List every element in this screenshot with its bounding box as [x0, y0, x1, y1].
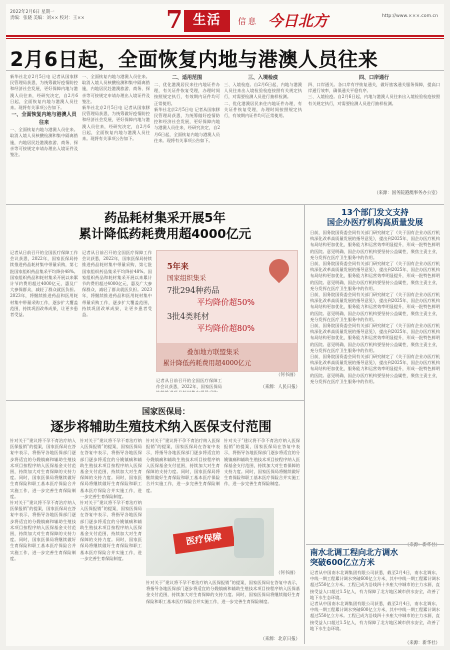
masthead-date — [10, 10, 85, 21]
article2-source: （来源：人民日报） — [260, 385, 300, 390]
right-item1-body — [310, 230, 440, 542]
article1-col3 — [154, 74, 220, 202]
article3-col5 — [146, 580, 300, 636]
article1-text: 二、优化港澳居民来往内地证件办理，有关证件恢复受理，办理时间按照规定执行，有效期内证件均可正常使用。 — [154, 82, 220, 106]
article1-text: 二、优化港澳居民来往内地证件办理，有关证件恢复受理，办理时间按照规定执行，有效期内证件均可正常使用。 — [224, 100, 302, 119]
infographic-row: 3批4类耗材 — [167, 312, 210, 321]
page-number: 7 — [166, 5, 183, 34]
article2-text: 记者从日前召开的全国医疗保障工作会议获悉，2022年，国家医保局 — [156, 378, 222, 390]
right-item1-text: 日前，国务院国资委会同有关部门研究制定了《关于国有企业办医疗机构深化改革高质量发展的指导意见》，提出到2025年，国企办医疗机构布局结构更加优化，服务能力和运营效率明显提升，形成一批特色鲜明的医院。意见明确，国企办医疗机构要坚持公益属性，聚焦主责主业，充分发挥在医疗卫生服务中的作用。 — [310, 292, 440, 322]
article1-subhead: 四、口岸通行 — [358, 75, 389, 81]
right-item1-title-line2: 国企办医疗机构高质量发展 — [327, 218, 423, 227]
photo-label: 医疗保障 — [173, 526, 235, 554]
article1-text: 四、口岸通关。各口岸有序恢复通关，做好旅客通关服务保障，提高口岸通行效率，确保通关平稳有序。 — [308, 82, 440, 94]
right-item1-text: 日前，国务院国资委会同有关部门研究制定了《关于国有企业办医疗机构深化改革高质量发展的指导意见》，提出到2025年，国企办医疗机构布局结构更加优化，服务能力和运营效率明显提升，形成一批特色鲜明的医院。意见明确，国企办医疗机构要坚持公益属性，聚焦主责主业，充分发挥在医疗卫生服务中的作用。 — [310, 354, 440, 384]
right-item1-text: 日前，国务院国资委会同有关部门研究制定了《关于国有企业办医疗机构深化改革高质量发展的指导意见》，提出到2025年，国企办医疗机构布局结构更加优化，服务能力和运营效率明显提升，形成一批特色鲜明的医院。意见明确，国企办医疗机构要坚持公益属性，聚焦主责主业，充分发挥在医疗卫生服务中的作用。 — [310, 230, 440, 260]
infographic-footer-line: 叠加地方联盟集采 — [187, 348, 239, 356]
masthead-rule — [6, 35, 444, 37]
section-subtitle: 信息 — [238, 17, 258, 26]
infographic-row: 平均降价超80% — [197, 324, 255, 333]
right-item2-source: （来源：新华社） — [404, 641, 440, 646]
infographic-row: 平均降价超50% — [197, 298, 255, 307]
article3-text: 针对关于“建议将不孕不育治疗纳入医保报销”的提案，国家医保局在答复中表示，将指导各地医保部门逐步将适宜的分娩镇痛和辅助生殖技术项目按程序纳入医保基金支付范围，持续加大对生育保障的支持力度。同时，国家医保局将继续做好生育保险和职工基本医疗保险合并实施工作，进一步完善生育保险制度。 — [224, 438, 300, 487]
article1-text: 新华社北京2月5日电 记者从国家移民管理局获悉，为统筹做好疫情防控和经济社会发展，更好保障内地与港澳人员往来，经研究决定，自2月6日起，全面恢复内地与港澳人员往来。现将有关事项公告如下。 — [154, 106, 220, 143]
article3-col4 — [224, 438, 300, 506]
date-line: 2022年2月6日 星期一 — [10, 10, 55, 15]
right-item1-text: 日前，国务院国资委会同有关部门研究制定了《关于国有企业办医疗机构深化改革高质量发展的指导意见》，提出到2025年，国企办医疗机构布局结构更加优化，服务能力和运营效率明显提升，形成一批特色鲜明的医院。意见明确，国企办医疗机构要坚持公益属性，聚焦主责主业，充分发挥在医疗卫生服务中的作用。 — [310, 323, 440, 353]
article3-col3 — [146, 438, 220, 506]
article3-text: 针对关于“建议将不孕不育治疗纳入医保报销”的提案，国家医保局在答复中表示，将指导各地医保部门逐步将适宜的分娩镇痛和辅助生殖技术项目按程序纳入医保基金支付范围，持续加大对生育保障的支持力度。同时，国家医保局将继续做好生育保险和职工基本医疗保险合并实施工作，进一步完善生育保险制度。 — [80, 500, 142, 561]
main-headline: 2月6日起，全面恢复内地与港澳人员往来 — [10, 48, 379, 71]
infographic-footer — [157, 343, 297, 371]
article1-text: 一、全面恢复内地与港澳人员往来。取消入境人员核酸检测和集中隔离措施，内地居民赴港澳旅游、商务、探亲等可按规定申请办理出入境证件及签注。 — [10, 127, 78, 158]
masthead-web: http://www.×××.com.cn — [381, 14, 438, 19]
article3-kicker: 国家医保局： — [142, 407, 190, 416]
article3-text: 针对关于“建议将不孕不育治疗纳入医保报销”的提案，国家医保局在答复中表示，将指导各地医保部门逐步将适宜的分娩镇痛和辅助生殖技术项目按程序纳入医保基金支付范围，持续加大对生育保障的支持力度。同时，国家医保局将继续做好生育保险和职工基本医疗保险合并实施工作，进一步完善生育保险制度。 — [80, 438, 142, 499]
article3-headline: 逐步将辅助生殖技术纳入医保支付范围 — [50, 420, 272, 435]
article2-headline — [30, 210, 300, 242]
article1-subhead: 三、入境检疫 — [247, 75, 278, 81]
article3-col1 — [10, 438, 76, 642]
article2-title-line2: 累计降低药耗费用超4000亿元 — [78, 226, 252, 241]
headline-divider — [6, 70, 444, 71]
right-item2-body — [310, 570, 440, 640]
right-item1-text: 日前，国务院国资委会同有关部门研究制定了《关于国有企业办医疗机构深化改革高质量发展的指导意见》，提出到2025年，国企办医疗机构布局结构更加优化，服务能力和运营效率明显提升，形成一批特色鲜明的医院。意见明确，国企办医疗机构要坚持公益属性，聚焦主责主业，充分发挥在医疗卫生服务中的作用。 — [310, 261, 440, 291]
right-item2 — [310, 548, 440, 647]
document-icon — [234, 518, 264, 558]
article1-subhead: 二、适用范围 — [171, 75, 202, 81]
article3-source: （来源：北京日报） — [260, 637, 300, 642]
infographic-row: 7批294种药品 — [167, 286, 220, 295]
article3-text: 针对关于“建议将不孕不育治疗纳入医保报销”的提案，国家医保局在答复中表示，将指导各地医保部门逐步将适宜的分娩镇痛和辅助生殖技术项目按程序纳入医保基金支付范围，持续加大对生育保障的支持力度。同时，国家医保局将继续做好生育保险和职工基本医疗保险合并实施工作，进一步完善生育保险制度。 — [146, 438, 220, 493]
article1-text: 一、全面恢复内地与港澳人员往来。取消入境人员核酸检测和集中隔离措施，内地居民赴港澳旅游、商务、探亲等可按规定申请办理出入境证件及签注。 — [82, 74, 150, 104]
photo-credit: （何书画） — [276, 571, 298, 576]
masthead-rule-thin — [6, 38, 444, 39]
infographic-footer-line: 累计降低药耗费用超4000亿元 — [163, 359, 252, 367]
section-divider — [6, 204, 444, 205]
article1-text: 新华社北京2月5日电 记者从国家移民管理局获悉，为统筹做好疫情防控和经济社会发展，更好保障内地与港澳人员往来，经研究决定，自2月6日起，全面恢复内地与港澳人员往来。现将有关事项公告如下。 — [82, 105, 150, 142]
newspaper-logo: 今日北方 — [268, 12, 329, 30]
article1-text: 三、入境检疫。自2月6日起，内地与港澳人员往来出入境检验检疫按照有关规定执行，对需要检测人员进行抽样检测。 — [224, 82, 302, 100]
edition-line: 责编：张晓 美编：刘×× 校对：王×× — [10, 15, 85, 21]
article3-text: 针对关于“建议将不孕不育治疗纳入医保报销”的提案，国家医保局在答复中表示，将指导各地医保部门逐步将适宜的分娩镇痛和辅助生殖技术项目按程序纳入医保基金支付范围，持续加大对生育保障的支持力度。同时，国家医保局将继续做好生育保险和职工基本医疗保险合并实施工作，进一步完善生育保险制度。 — [10, 500, 76, 561]
right-item2-title-line1: 南水北调工程向北方调水 — [310, 548, 398, 557]
article1-text: 新华社北京2月5日电 记者从国家移民管理局获悉，为统筹做好疫情防控和经济社会发展，更好保障内地与港澳人员往来，经研究决定，自2月6日起，全面恢复内地与港澳人员往来。现将有关事项公告如下。 — [10, 74, 78, 111]
article1-source: （来源：国务院港澳事务办公室） — [374, 191, 440, 196]
right-item2-text: 记者从中国南水北调集团有限公司获悉，截至2月4日，南水北调东、中线一期工程累计调水突破600亿立方米，其中中线一期工程累计调水超过550亿立方米。工程已成为沿线四十多座大中城市的主力水源，直接受益人口超过1.5亿人，有力保障了北方地区城市供水安全，改善了地下水生态环境。 — [310, 601, 440, 631]
right-item1 — [310, 208, 440, 549]
right-divider — [306, 544, 444, 545]
article2-text: 记者从日前召开的全国医疗保障工作会议获悉，2022年，国家医保局持续推进药品耗材集中带量采购，第七批国家组织药品集采平均降价48%。国家组织药品和耗材集采开展以来累计节约费用超过4000亿元，惠及广大参保群众，减轻了群众就医负担。2023年，将继续推进药品和医用耗材集中带量采购工作，逐步扩大覆盖范围，持续巩固改革成果，让更多患者受益。 — [82, 250, 152, 318]
article1-col1 — [10, 74, 78, 202]
infographic-credit: （何书画） — [276, 373, 298, 378]
article1-subhead: 一、全面恢复内地与港澳人员往来 — [11, 112, 77, 127]
article1-col5 — [308, 74, 440, 202]
article2-text: 记者从日前召开的全国医疗保障工作会议获悉，2022年，国家医保局持续推进药品耗材集中带量采购，第七批国家组织药品集采平均降价48%。国家组织药品和耗材集采开展以来累计节约费用超过4000亿元，惠及广大参保群众，减轻了群众就医负担。2023年，将继续推进药品和医用耗材集中带量采购工作，逐步扩大覆盖范围，持续巩固改革成果，让更多患者受益。 — [10, 250, 78, 318]
article1-col2 — [82, 74, 150, 202]
medical-insurance-photo — [146, 508, 274, 576]
article2-col2 — [82, 250, 152, 396]
pill-icon — [265, 255, 293, 283]
collective-procurement-infographic — [156, 250, 298, 372]
infographic-subtitle: 国家组织集采 — [167, 274, 206, 282]
article3-text: 针对关于“建议将不孕不育治疗纳入医保报销”的提案，国家医保局在答复中表示，将指导各地医保部门逐步将适宜的分娩镇痛和辅助生殖技术项目按程序纳入医保基金支付范围，持续加大对生育保障的支持力度。同时，国家医保局将继续做好生育保险和职工基本医疗保险合并实施工作，进一步完善生育保险制度。 — [10, 438, 76, 499]
section-divider — [6, 400, 304, 401]
right-item2-title-line2: 突破600亿立方米 — [310, 558, 375, 567]
article3-text: 针对关于“建议将不孕不育治疗纳入医保报销”的提案，国家医保局在答复中表示，将指导各地医保部门逐步将适宜的分娩镇痛和辅助生殖技术项目按程序纳入医保基金支付范围，持续加大对生育保障的支持力度。同时，国家医保局将继续做好生育保险和职工基本医疗保险合并实施工作，进一步完善生育保险制度。 — [146, 580, 300, 604]
right-item2-text: 记者从中国南水北调集团有限公司获悉，截至2月4日，南水北调东、中线一期工程累计调水突破600亿立方米，其中中线一期工程累计调水超过550亿立方米。工程已成为沿线四十多座大中城市的主力水源，直接受益人口超过1.5亿人，有力保障了北方地区城市供水安全，改善了地下水生态环境。 — [310, 570, 440, 600]
infographic-title: 5年来 — [167, 261, 189, 271]
article3-col2 — [80, 438, 142, 642]
section-title: 生活 — [184, 10, 230, 32]
newspaper-page — [6, 4, 444, 646]
article1-text: 三、入境检疫。自2月6日起，内地与港澳人员往来出入境检验检疫按照有关规定执行，对需要检测人员进行抽样检测。 — [308, 94, 440, 106]
masthead — [6, 4, 444, 36]
article2-title-line1: 药品耗材集采开展5年 — [104, 210, 226, 225]
right-item1-title-line1: 13个部门发文支持 — [341, 208, 409, 217]
right-item1-source: （来源：新华社） — [404, 543, 440, 548]
article1-col4 — [224, 74, 302, 202]
article2-col1 — [10, 250, 78, 396]
